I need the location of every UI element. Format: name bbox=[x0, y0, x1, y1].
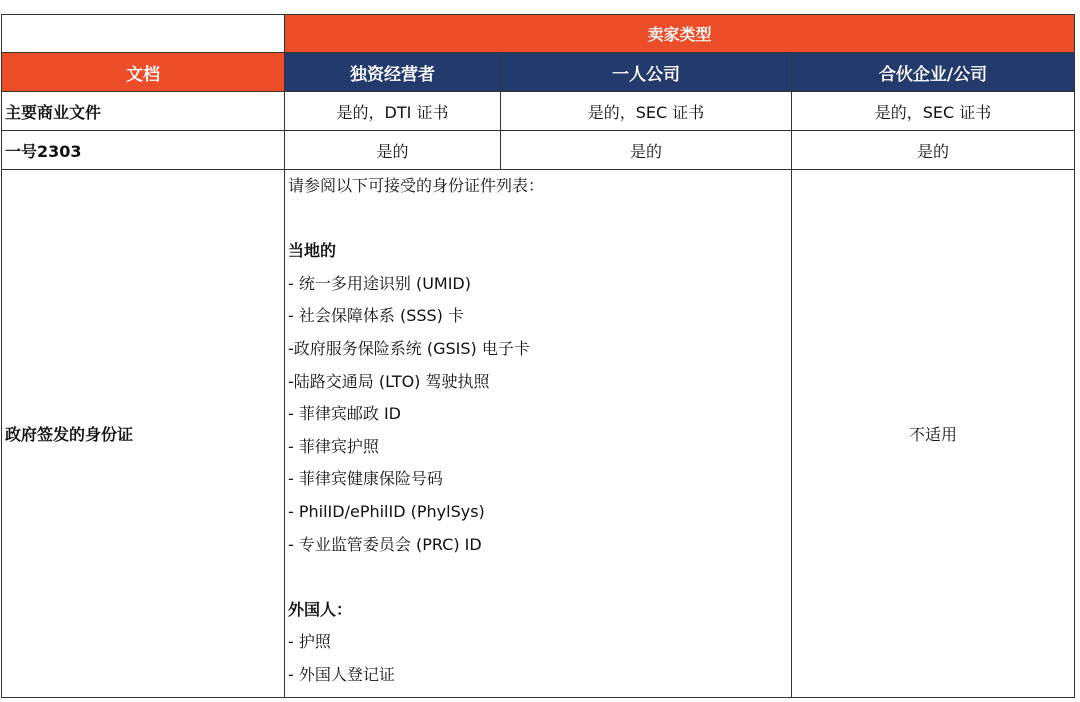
list-item: - 菲律宾护照 bbox=[288, 436, 379, 456]
local-heading: 当地的 bbox=[288, 241, 337, 261]
table-row bbox=[2, 92, 1075, 131]
table-cell: 是的 bbox=[792, 131, 1075, 170]
row-label: 政府签发的身份证 bbox=[2, 170, 285, 698]
column-header-partnership: 合伙企业/公司 bbox=[792, 53, 1075, 92]
list-item: - 护照 bbox=[288, 632, 331, 652]
list-item: -陆路交通局 (LTO) 驾驶执照 bbox=[288, 371, 490, 391]
table-cell: 是的，SEC 证书 bbox=[501, 92, 792, 131]
partnership-id-value: 不适用 bbox=[792, 170, 1075, 698]
foreign-heading: 外国人： bbox=[288, 599, 353, 619]
list-item: -政府服务保险系统 (GSIS) 电子卡 bbox=[288, 338, 530, 358]
seller-type-header-row bbox=[2, 15, 1075, 53]
table-cell: 是的，SEC 证书 bbox=[792, 92, 1075, 131]
table-cell: 是的，DTI 证书 bbox=[285, 92, 501, 131]
table-row bbox=[2, 131, 1075, 170]
id-row bbox=[2, 170, 1075, 698]
column-header-one-person-corp: 一人公司 bbox=[501, 53, 792, 92]
list-item: - 外国人登记证 bbox=[288, 664, 395, 684]
document-column-header: 文档 bbox=[2, 53, 285, 92]
list-item: - 菲律宾健康保险号码 bbox=[288, 469, 443, 489]
row-label: 主要商业文件 bbox=[2, 92, 285, 131]
table-cell: 是的 bbox=[501, 131, 792, 170]
accepted-id-list-cell bbox=[285, 170, 792, 698]
list-item: - PhilID/ePhilID (PhylSys) bbox=[288, 501, 485, 521]
list-item: - 统一多用途识别 (UMID) bbox=[288, 273, 471, 293]
column-header-row bbox=[2, 53, 1075, 92]
list-item: - 社会保障体系 (SSS) 卡 bbox=[288, 306, 464, 326]
id-list-intro: 请参阅以下可接受的身份证件列表： bbox=[288, 176, 545, 195]
list-item: - 专业监管委员会 (PRC) ID bbox=[288, 534, 482, 554]
table-cell: 是的 bbox=[285, 131, 501, 170]
list-item: - 菲律宾邮政 ID bbox=[288, 404, 401, 424]
row-label: 一号2303 bbox=[2, 131, 285, 170]
column-header-sole-proprietor: 独资经营者 bbox=[285, 53, 501, 92]
seller-type-header: 卖家类型 bbox=[285, 15, 1075, 53]
seller-document-table bbox=[1, 14, 1075, 698]
blank-corner-cell bbox=[2, 15, 285, 53]
